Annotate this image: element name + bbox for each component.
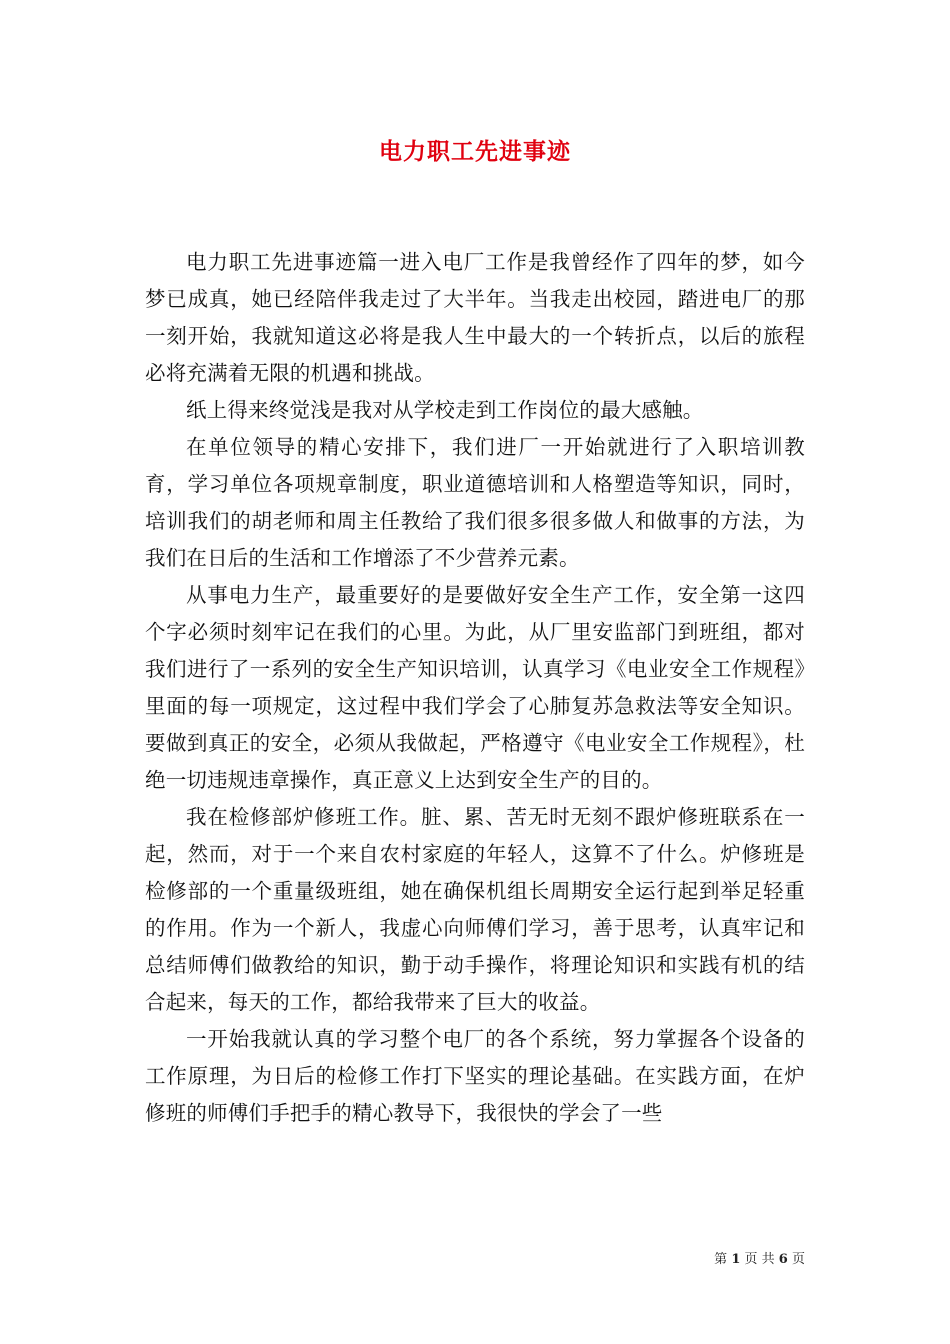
paragraph: 从事电力生产，最重要好的是要做好安全生产工作，安全第一这四个字必须时刻牢记在我们的心里。为此，从厂里安监部门到班组，都对我们进行了一系列的安全生产知识培训，认真学习《电业安全工作规程》里面的每一项规定，这过程中我们学会了心肺复苏急救法等安全知识。要做到真正的安全，必须从我做起，严格遵守《电业安全工作规程》，杜绝一切违规违章操作，真正意义上达到安全生产的目的。 xyxy=(145,583,805,792)
paragraph: 在单位领导的精心安排下，我们进厂一开始就进行了入职培训教育，学习单位各项规章制度，职业道德培训和人格塑造等知识，同时，培训我们的胡老师和周主任教给了我们很多很多做人和做事的方法，为我们在日后的生活和工作增添了不少营养元素。 xyxy=(145,435,805,570)
footer-suffix: 页 xyxy=(791,1252,805,1267)
paragraph: 电力职工先进事迹篇一进入电厂工作是我曾经作了四年的梦，如今梦已成真，她已经陪伴我走过了大半年。当我走出校园，踏进电厂的那一刻开始，我就知道这必将是我人生中最大的一个转折点，以后的旅程必将充满着无限的机遇和挑战。 xyxy=(145,250,805,385)
paragraph: 一开始我就认真的学习整个电厂的各个系统，努力掌握各个设备的工作原理，为日后的检修工作打下坚实的理论基础。在实践方面，在炉修班的师傅们手把手的精心教导下，我很快的学会了一些 xyxy=(145,1027,805,1125)
total-pages-number: 6 xyxy=(778,1252,788,1267)
document-body xyxy=(145,244,805,1132)
page-footer xyxy=(714,1248,805,1267)
footer-prefix: 第 xyxy=(714,1252,728,1267)
footer-middle: 页 共 xyxy=(744,1252,775,1267)
page-title: 电力职工先进事迹 xyxy=(379,138,571,165)
paragraph: 我在检修部炉修班工作。脏、累、苦无时无刻不跟炉修班联系在一起，然而，对于一个来自农村家庭的年轻人，这算不了什么。炉修班是检修部的一个重量级班组，她在确保机组长周期安全运行起到举足轻重的作用。作为一个新人，我虚心向师傅们学习，善于思考，认真牢记和总结师傅们做教给的知识，勤于动手操作，将理论知识和实践有机的结合起来，每天的工作，都给我带来了巨大的收益。 xyxy=(145,805,805,1014)
paragraph: 纸上得来终觉浅是我对从学校走到工作岗位的最大感触。 xyxy=(186,398,704,422)
current-page-number: 1 xyxy=(731,1252,741,1267)
